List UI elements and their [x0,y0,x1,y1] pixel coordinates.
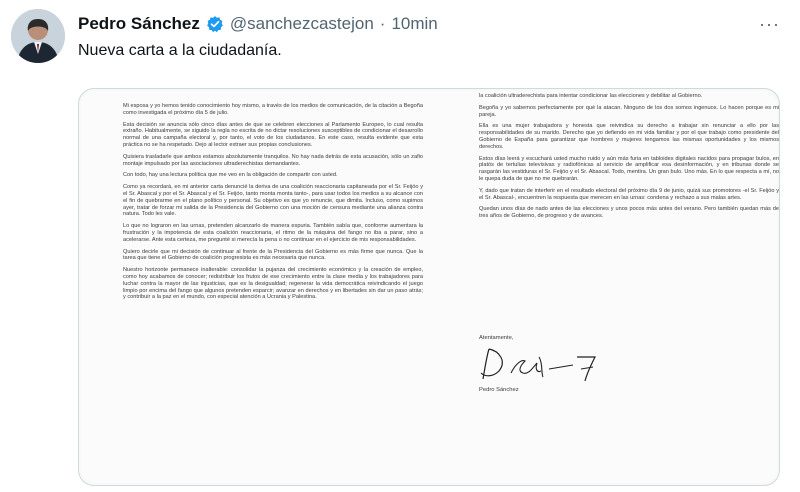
letter-right-column [479,93,779,225]
separator-dot: · [379,14,386,33]
author-name[interactable]: Pedro Sánchez [78,14,200,33]
verified-badge-icon [206,15,224,33]
avatar[interactable] [11,9,65,63]
author-handle[interactable]: @sanchezcastejon [229,14,374,33]
letter-paragraph: Begoña y yo sabemos perfectamente por qué la atacan. Ninguno de los dos somos ingenuos. Lo hacen porque es mi pareja. [479,104,779,118]
tweet-text: Nueva carta a la ciudadanía. [78,42,282,59]
letter-paragraph: Ella es una mujer trabajadora y honesta que reivindica su derecho a trabajar sin renunciar a ello por las responsabilidades de su marido. Derecho que yo defiendo en mi vida familiar y por el que trabajo como presidente del Gobierno de España para garantizar que hombres y mujeres tengamos las mismas oportunidades y los mismos derechos. [479,123,779,150]
avatar-photo [11,9,65,63]
letter-paragraph: Y, dado que tratan de interferir en el resultado electoral del próximo día 9 de junio, quizá sus promotores -el Sr. Feijóo y el Sr. Abascal-, encuentren la respuesta que merecen en las urnas: condena y rechazo a sus malas artes. [479,187,779,201]
letter-paragraph: Como ya recordará, en mi anterior carta denuncié la deriva de una coalición reaccionaria capitaneada por el Sr. Feijóo y el Sr. Abascal y por el Sr. Abascal y el Sr. Feijóo, tanto monta monta tanto-, para usar todos los medios a su alcance con el fin de quebrarme en el plano político y personal. Su objetivo es que yo renuncie, que dimita. Incluso, como supimos ayer, tratar de forzar mi salida de la Presidencia del Gobierno con una moción de censura mediante una alianza contra natura. Todo les vale. [123,184,423,218]
letter-paragraph: Con todo, hay una lectura política que me veo en la obligación de compartir con usted. [123,172,338,179]
letter-page [81,91,777,483]
letter-signer: Pedro Sánchez [479,387,519,393]
tweet-header [78,14,438,34]
letter-closing: Atentamente, [479,335,514,341]
tweet-media-image[interactable] [78,88,780,486]
tweet-timestamp[interactable]: 10min [391,14,438,33]
letter-paragraph: Esta decisión se anuncia sólo cinco días antes de que se celebren elecciones al Parlamento Europeo, lo cual resulta extraño. Habitualmente, se siguido la regla no escrita de no dictar resoluciones susceptibles de condicionar el desarrollo normal de una campaña electoral y, por tanto, el voto de los ciudadanos. En este caso, resulta evidente que esta práctica no se ha respetado. Dejo al lector extraer sus propias conclusiones. [123,121,423,148]
handwritten-signature [477,343,617,387]
letter-paragraph: Quisiera trasladarle que ambos estamos absolutamente tranquilos. No hay nada detrás de esta acusación, sólo un zafio montaje impulsado por las asociaciones ultraderechistas demandantes. [123,153,423,167]
letter-paragraph: Lo que no lograron en las urnas, pretenden alcanzarlo de manera espuria. También sabía que, conforme aumentara la frustración y la impotencia de esta coalición reaccionaria, el ritmo de la máquina del fango no iba a parar, sino a acelerarse. Ante esta certeza, me pregunté si merecía la pena o no continuar en el ejercicio de mis responsabilidades. [123,223,423,243]
letter-paragraph: la coalición ultraderechista para intentar condicionar las elecciones y debilitar al Gobierno. [479,93,703,99]
more-options-icon[interactable]: ··· [759,14,780,34]
letter-paragraph: Nuestro horizonte permanece inalterable: consolidar la pujanza del crecimiento económico y la creación de empleo, como hoy acabamos de conocer; redistribuir los frutos de ese crecimiento entre la clase media y los trabajadores para luchar contra la mayor de las injusticias, que es la desigualdad; regenerar la vida democrática reivindicando el juego limpio por encima del fango que algunos pretenden esparcir; avanzar en derechos y en libertades sin dar un paso atrás; y contribuir a la paz en el mundo, con especial atención a Ucrania y Palestina. [123,267,423,301]
letter-paragraph: Quedan unos días de nado antes de las elecciones y unos pocos más antes del verano. Pero también quedan más de tres años de Gobierno, de progreso y de avances. [479,206,779,220]
letter-paragraph: Quiero decirle que mi decisión de continuar al frente de la Presidencia del Gobierno es más firme que nunca. Que la tarea que tiene el Gobierno de coalición progresista es más necesaria que nunca. [123,248,423,262]
letter-paragraph: Mi esposa y yo hemos tenido conocimiento hoy mismo, a través de los medios de comunicación, de la citación a Begoña como investigada el próximo día 5 de julio. [123,103,423,116]
letter-paragraph: Estos días leerá y escuchará usted mucho ruido y aún más furia en tabloides digitales nacidos para propagar bulos, en platós de tertulias televisivas y radiofónicas al servicio de amplificar esa desinformación, y en tribunas donde se rasgarán las vestiduras el Sr. Feijóo y el Sr. Abascal. Todo, mentira. Un gran bulo. Uno más. En lo que respecta a mí, no le quepa duda de que no me quebrarán. [479,155,779,182]
letter-left-column [123,103,423,306]
